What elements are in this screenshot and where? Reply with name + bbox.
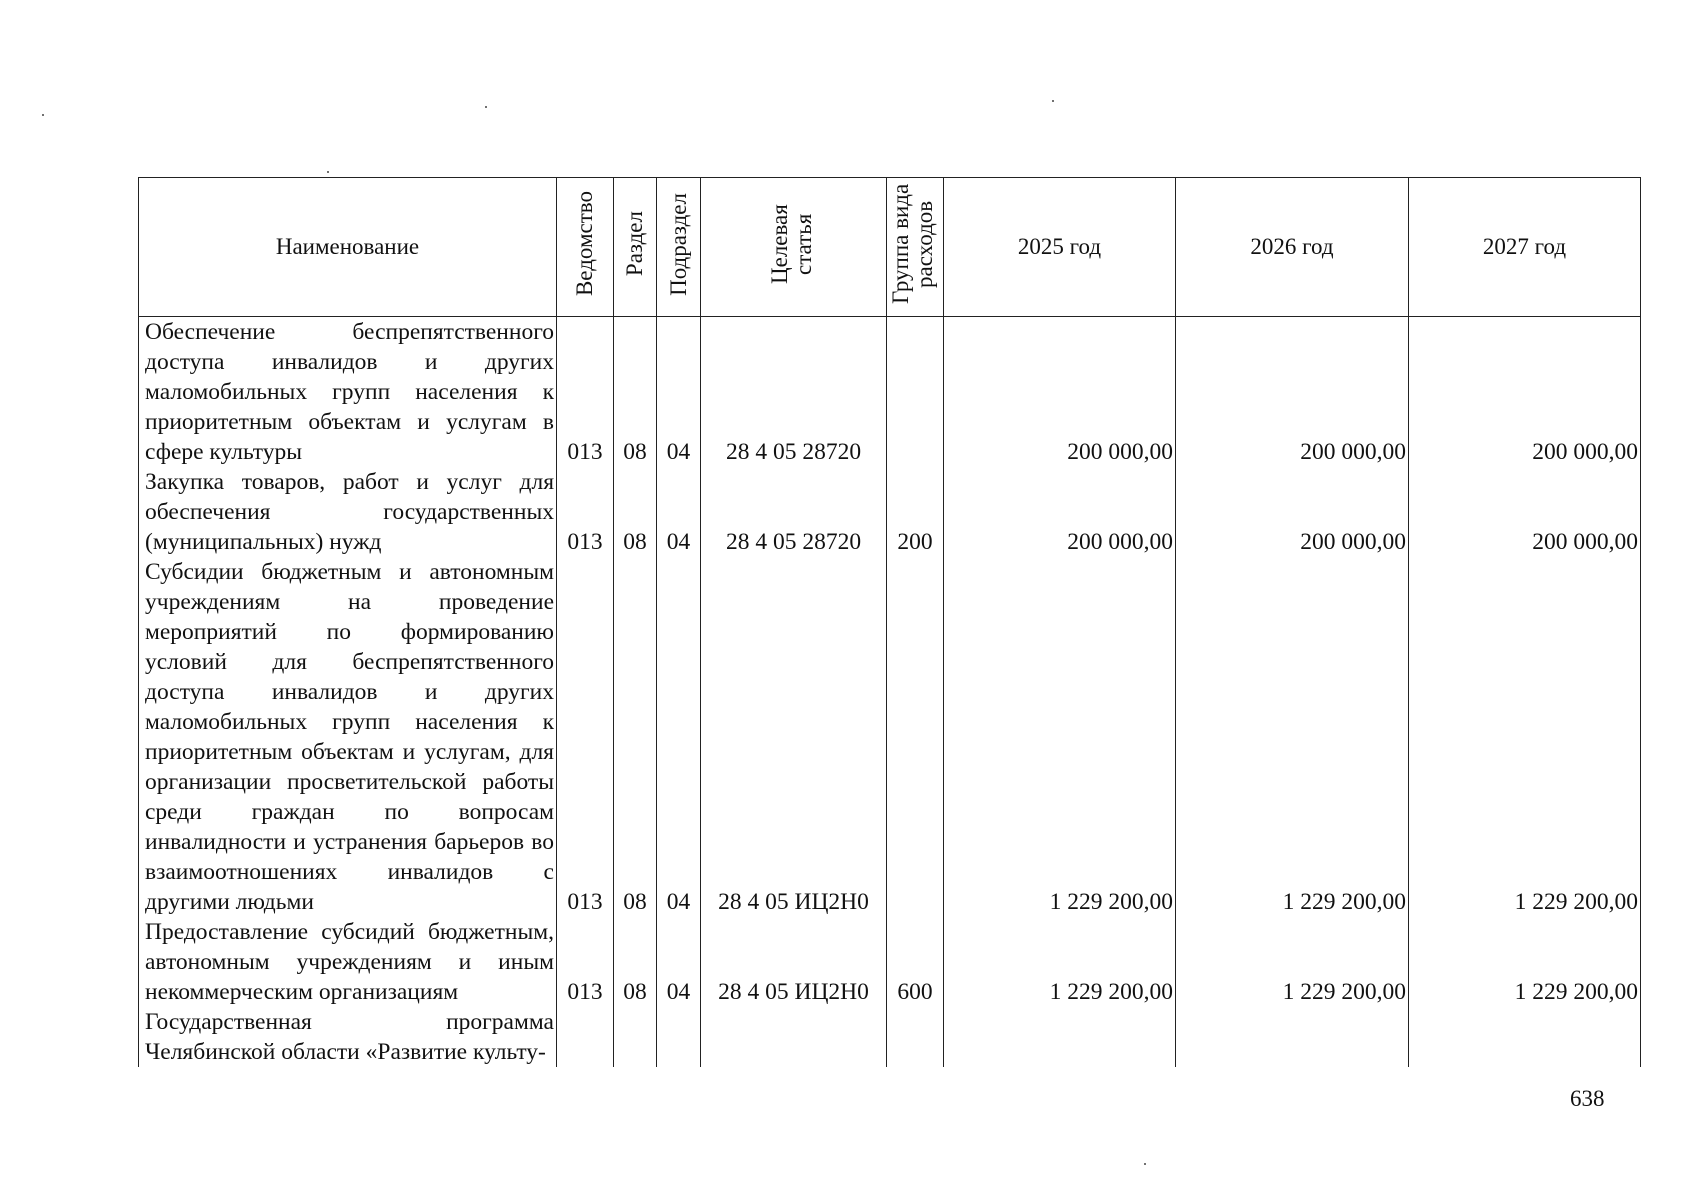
row-amount-2027: 200 000,00	[1409, 467, 1641, 557]
page-number: 638	[1570, 1086, 1605, 1111]
row-section: 08	[614, 317, 657, 468]
table-row	[139, 467, 1641, 557]
row-amount-2027: 1 229 200,00	[1409, 917, 1641, 1007]
scan-speck	[1052, 100, 1054, 102]
row-expense-group	[887, 557, 944, 917]
scan-speck	[1144, 1163, 1146, 1165]
row-expense-group	[887, 317, 944, 468]
row-amount-2026: 1 229 200,00	[1176, 557, 1409, 917]
row-amount-2026: 1 229 200,00	[1176, 917, 1409, 1007]
scan-speck	[42, 114, 44, 116]
row-department: 013	[557, 917, 614, 1007]
header-year-2027: 2027 год	[1409, 178, 1641, 317]
row-amount-2025: 1 229 200,00	[944, 557, 1176, 917]
table-row	[139, 317, 1641, 468]
row-amount-2026: 200 000,00	[1176, 467, 1409, 557]
row-section: 08	[614, 557, 657, 917]
table-header-row	[139, 178, 1641, 317]
row-section	[614, 1007, 657, 1067]
row-amount-2026: 200 000,00	[1176, 317, 1409, 468]
header-year-2026: 2026 год	[1176, 178, 1409, 317]
header-subsection: Подраздел	[657, 178, 701, 317]
row-subsection: 04	[657, 317, 701, 468]
row-amount-2025: 1 229 200,00	[944, 917, 1176, 1007]
scan-speck	[327, 171, 329, 173]
row-department: 013	[557, 557, 614, 917]
header-section: Раздел	[614, 178, 657, 317]
row-amount-2027: 200 000,00	[1409, 317, 1641, 468]
scan-speck	[485, 106, 487, 108]
row-section: 08	[614, 917, 657, 1007]
row-section: 08	[614, 467, 657, 557]
row-subsection	[657, 1007, 701, 1067]
row-expense-group: 600	[887, 917, 944, 1007]
row-name: Обеспечение беспрепятственного доступа инвалидов и других маломобильных групп населения к приоритетным объектам и услугам в сфере культуры	[139, 317, 557, 468]
row-department: 013	[557, 317, 614, 468]
row-amount-2026	[1176, 1007, 1409, 1067]
header-target-article: Целевая статья	[701, 178, 887, 317]
row-name: Государственная программа Челябинской области «Развитие культу-	[139, 1007, 557, 1067]
row-department: 013	[557, 467, 614, 557]
row-target-article	[701, 1007, 887, 1067]
row-department	[557, 1007, 614, 1067]
row-target-article: 28 4 05 ИЦ2Н0	[701, 557, 887, 917]
header-department: Ведомство	[557, 178, 614, 317]
row-amount-2027: 1 229 200,00	[1409, 557, 1641, 917]
row-name: Закупка товаров, работ и услуг для обеспечения государственных (муниципальных) нужд	[139, 467, 557, 557]
table-row	[139, 557, 1641, 917]
row-target-article: 28 4 05 28720	[701, 467, 887, 557]
row-name: Предоставление субсидий бюджетным, автономным учреждениям и иным некоммерческим организациям	[139, 917, 557, 1007]
table-row	[139, 1007, 1641, 1067]
row-subsection: 04	[657, 917, 701, 1007]
budget-table	[138, 177, 1641, 1067]
table-row	[139, 917, 1641, 1007]
row-name: Субсидии бюджетным и автономным учреждениям на проведение мероприятий по формированию условий для беспрепятственного доступа инвалидов и других маломобильных групп населения к приоритетным объектам и услугам, для организации просветительской работы среди граждан по вопросам инвалидности и устранения барьеров во взаимоотношениях инвалидов с другими людьми	[139, 557, 557, 917]
header-year-2025: 2025 год	[944, 178, 1176, 317]
header-expense-group: Группа вида расходов	[887, 178, 944, 317]
row-expense-group: 200	[887, 467, 944, 557]
row-target-article: 28 4 05 ИЦ2Н0	[701, 917, 887, 1007]
row-target-article: 28 4 05 28720	[701, 317, 887, 468]
row-amount-2025: 200 000,00	[944, 467, 1176, 557]
row-amount-2027	[1409, 1007, 1641, 1067]
row-amount-2025: 200 000,00	[944, 317, 1176, 468]
header-name: Наименование	[139, 178, 557, 317]
row-expense-group	[887, 1007, 944, 1067]
row-subsection: 04	[657, 467, 701, 557]
row-amount-2025	[944, 1007, 1176, 1067]
row-subsection: 04	[657, 557, 701, 917]
